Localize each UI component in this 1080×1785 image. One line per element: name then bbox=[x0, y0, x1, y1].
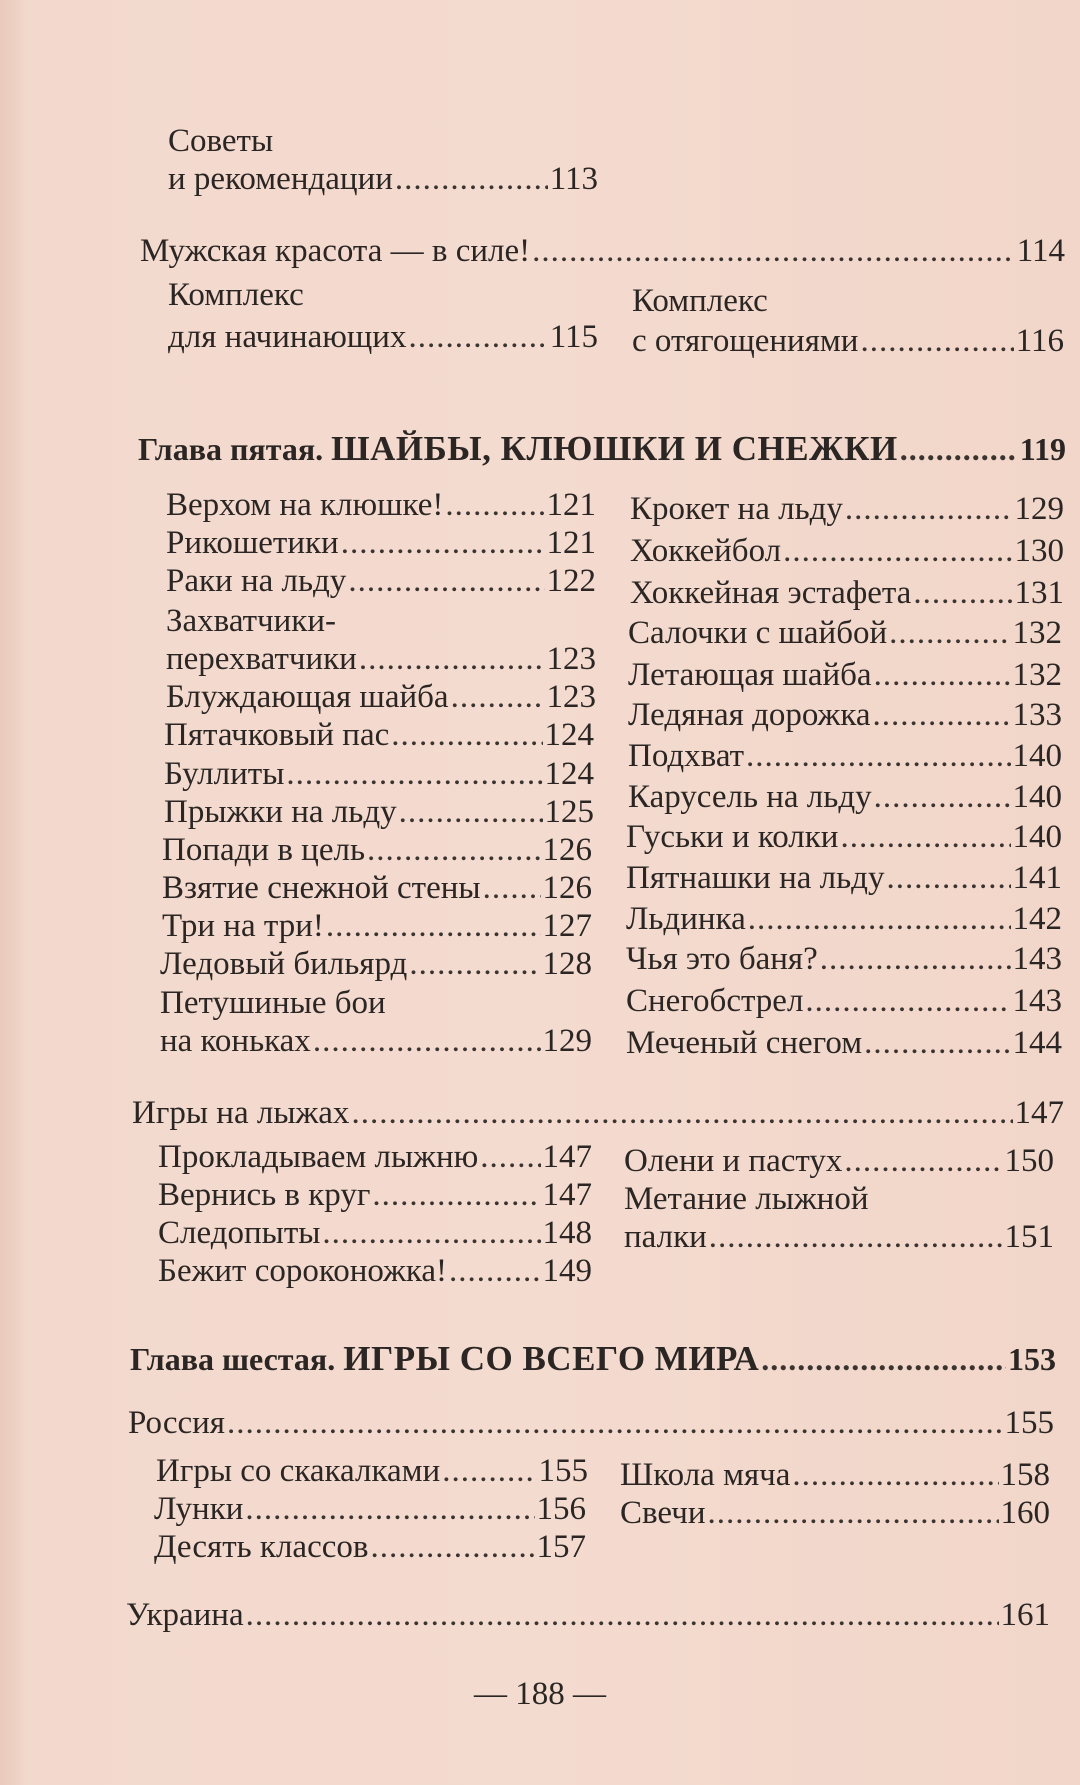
toc-entry bbox=[160, 1022, 592, 1060]
toc-entry bbox=[628, 778, 1062, 816]
toc-entry-page: 113 bbox=[549, 161, 598, 197]
leader-dots bbox=[746, 737, 1010, 775]
toc-entry-label: Крокет на льду bbox=[630, 491, 843, 527]
chapter-prefix: Глава пятая. bbox=[138, 431, 324, 467]
toc-entry bbox=[166, 524, 596, 562]
toc-entry-page: 115 bbox=[549, 319, 598, 355]
toc-section bbox=[126, 1596, 1050, 1634]
toc-entry-page: 126 bbox=[542, 870, 592, 906]
toc-entry-label: Хоккейбол bbox=[630, 533, 782, 569]
leader-dots bbox=[761, 1340, 1006, 1378]
toc-entry bbox=[628, 737, 1062, 775]
toc-entry bbox=[158, 1176, 592, 1214]
leader-dots bbox=[367, 831, 541, 869]
toc-entry-label: Гуськи и колки bbox=[626, 819, 839, 855]
toc-entry-label: Свечи bbox=[620, 1495, 706, 1531]
toc-entry-label: Ледяная дорожка bbox=[628, 697, 871, 733]
toc-entry bbox=[620, 1494, 1050, 1532]
toc-entry-page: 150 bbox=[1004, 1143, 1054, 1179]
toc-entry-label: Подхват bbox=[628, 738, 745, 774]
toc-entry bbox=[626, 940, 1062, 978]
toc-entry-label: Вернись в круг bbox=[158, 1177, 371, 1213]
toc-entry-label: Игры со скакалками bbox=[156, 1453, 441, 1489]
toc-entry-label: Блуждающая шайба bbox=[166, 679, 449, 715]
toc-entry-page: 128 bbox=[542, 946, 592, 982]
toc-section-title: Игры на лыжах bbox=[132, 1095, 350, 1131]
leader-dots bbox=[783, 532, 1012, 570]
toc-line: Советы bbox=[168, 123, 274, 159]
toc-line: Петушиные бои bbox=[160, 985, 386, 1021]
leader-dots bbox=[348, 562, 544, 600]
leader-dots bbox=[313, 1022, 541, 1060]
toc-entry bbox=[164, 716, 594, 754]
toc-entry-page: 126 bbox=[542, 832, 592, 868]
leader-dots bbox=[845, 490, 1013, 528]
toc-entry-label: Верхом на клюшке! bbox=[166, 487, 444, 523]
toc-entry-page: 147 bbox=[542, 1139, 592, 1175]
toc-entry-page: 121 bbox=[546, 525, 596, 561]
leader-dots bbox=[864, 1024, 1010, 1062]
leader-dots bbox=[840, 818, 1010, 856]
toc-entry bbox=[626, 982, 1062, 1020]
leader-dots bbox=[844, 1142, 1002, 1180]
chapter-heading bbox=[138, 430, 1066, 468]
toc-section bbox=[128, 1404, 1054, 1442]
toc-section bbox=[140, 232, 1065, 270]
leader-dots bbox=[889, 614, 1010, 652]
leader-dots bbox=[409, 945, 540, 983]
toc-entry-label: Раки на льду bbox=[166, 563, 347, 599]
toc-entry-label: Бежит сороконожка! bbox=[158, 1253, 448, 1289]
toc-entry-page: 129 bbox=[542, 1023, 592, 1059]
toc-entry-label: Чья это баня? bbox=[626, 941, 818, 977]
toc-entry-label: Меченый снегом bbox=[626, 1025, 863, 1061]
leader-dots bbox=[370, 1528, 534, 1566]
chapter-page: 153 bbox=[1008, 1341, 1056, 1377]
leader-dots bbox=[860, 322, 1013, 360]
toc-entry-page: 127 bbox=[542, 908, 592, 944]
toc-entry-label: Следопыты bbox=[158, 1215, 321, 1251]
toc-entry bbox=[154, 1490, 586, 1528]
toc-section-title: Мужская красота — в силе! bbox=[140, 233, 531, 269]
toc-entry-page: 151 bbox=[1004, 1219, 1054, 1255]
leader-dots bbox=[246, 1596, 999, 1634]
toc-entry bbox=[162, 907, 592, 945]
toc-entry-page: 140 bbox=[1012, 819, 1062, 855]
toc-entry bbox=[158, 1214, 592, 1252]
toc-entry bbox=[624, 1142, 1054, 1180]
toc-entry-page: 160 bbox=[1000, 1495, 1050, 1531]
leader-dots bbox=[227, 1404, 1003, 1442]
chapter-title: ИГРЫ СО ВСЕГО МИРА bbox=[343, 1339, 760, 1378]
toc-entry-page: 121 bbox=[546, 487, 596, 523]
toc-entry-page: 143 bbox=[1012, 941, 1062, 977]
toc-entry bbox=[162, 831, 592, 869]
toc-entry bbox=[624, 1218, 1054, 1256]
toc-entry-page: 158 bbox=[1000, 1457, 1050, 1493]
toc-entry bbox=[166, 486, 596, 524]
toc-entry-page: 144 bbox=[1012, 1025, 1062, 1061]
toc-entry-label: Лунки bbox=[154, 1491, 244, 1527]
toc-entry-page: 140 bbox=[1012, 779, 1062, 815]
toc-entry bbox=[630, 490, 1064, 528]
leader-dots bbox=[391, 716, 542, 754]
leader-dots bbox=[820, 940, 1011, 978]
toc-entry bbox=[166, 562, 596, 600]
toc-entry-page: 148 bbox=[542, 1215, 592, 1251]
toc-entry-label: Салочки с шайбой bbox=[628, 615, 888, 651]
toc-entry bbox=[626, 859, 1062, 897]
toc-entry bbox=[626, 900, 1062, 938]
toc-entry-page: 124 bbox=[544, 756, 594, 792]
toc-section-page: 155 bbox=[1004, 1405, 1054, 1441]
chapter-heading bbox=[130, 1340, 1056, 1378]
toc-entry bbox=[154, 1528, 586, 1566]
chapter-prefix: Глава шестая. bbox=[130, 1341, 336, 1377]
toc-entry bbox=[620, 1456, 1050, 1494]
toc-entry-page: 124 bbox=[544, 717, 594, 753]
leader-dots bbox=[395, 160, 548, 198]
toc-entry bbox=[628, 696, 1062, 734]
toc-entry-page: 155 bbox=[538, 1453, 588, 1489]
leader-dots bbox=[326, 907, 541, 945]
toc-entry-page: 131 bbox=[1014, 575, 1064, 611]
toc-entry bbox=[632, 322, 1064, 360]
chapter-page: 119 bbox=[1019, 431, 1066, 467]
toc-entry bbox=[166, 640, 596, 678]
toc-entry bbox=[626, 818, 1062, 856]
toc-entry-page: 147 bbox=[542, 1177, 592, 1213]
leader-dots bbox=[805, 982, 1010, 1020]
toc-entry-label: Пятачковый пас bbox=[164, 717, 390, 753]
toc-section-title: Россия bbox=[128, 1405, 225, 1441]
leader-dots bbox=[913, 574, 1012, 612]
toc-section-page: 161 bbox=[1000, 1597, 1050, 1633]
toc-entry bbox=[156, 1452, 588, 1490]
toc-entry-label: Ледовый бильярд bbox=[160, 946, 408, 982]
toc-entry bbox=[164, 755, 594, 793]
toc-entry bbox=[158, 1252, 592, 1290]
toc-entry bbox=[168, 160, 598, 198]
toc-entry bbox=[630, 532, 1064, 570]
toc-entry-page: 132 bbox=[1012, 657, 1062, 693]
leader-dots bbox=[900, 430, 1018, 468]
leader-dots bbox=[442, 1452, 536, 1490]
chapter-title: ШАЙБЫ, КЛЮШКИ И СНЕЖКИ bbox=[331, 429, 898, 468]
leader-dots bbox=[792, 1456, 998, 1494]
toc-entry-page: 122 bbox=[546, 563, 596, 599]
leader-dots bbox=[372, 1176, 540, 1214]
toc-entry-label: на коньках bbox=[160, 1023, 311, 1059]
leader-dots bbox=[399, 793, 543, 831]
leader-dots bbox=[445, 486, 544, 524]
page-number: — 188 — bbox=[474, 1676, 606, 1712]
toc-entry-label: Карусель на льду bbox=[628, 779, 872, 815]
toc-entry-label: Взятие снежной стены bbox=[162, 870, 481, 906]
toc-entry bbox=[628, 614, 1062, 652]
toc-line: Комплекс bbox=[168, 277, 304, 313]
toc-entry-label: Прокладываем лыжню bbox=[158, 1139, 479, 1175]
toc-section-title: Украина bbox=[126, 1597, 244, 1633]
toc-entry bbox=[630, 574, 1064, 612]
toc-entry-page: 157 bbox=[536, 1529, 586, 1565]
toc-entry-page: 130 bbox=[1014, 533, 1064, 569]
toc-entry-label: и рекомендации bbox=[168, 161, 393, 197]
toc-entry-label: Летающая шайба bbox=[628, 657, 872, 693]
leader-dots bbox=[532, 232, 1015, 270]
toc-entry-page: 125 bbox=[544, 794, 594, 830]
toc-entry-page: 133 bbox=[1012, 697, 1062, 733]
toc-entry bbox=[166, 678, 596, 716]
leader-dots bbox=[341, 524, 545, 562]
toc-entry-label: перехватчики bbox=[166, 641, 357, 677]
leader-dots bbox=[874, 778, 1011, 816]
toc-entry-page: 116 bbox=[1015, 323, 1064, 359]
toc-entry-page: 132 bbox=[1012, 615, 1062, 651]
leader-dots bbox=[886, 859, 1010, 897]
toc-entry-label: палки bbox=[624, 1219, 707, 1255]
toc-entry bbox=[158, 1138, 592, 1176]
toc-section bbox=[132, 1094, 1064, 1132]
toc-entry-page: 140 bbox=[1012, 738, 1062, 774]
toc-entry-label: Прыжки на льду bbox=[164, 794, 397, 830]
toc-entry-label: Льдинка bbox=[626, 901, 746, 937]
toc-entry-page: 142 bbox=[1012, 901, 1062, 937]
toc-line: Захватчики- bbox=[166, 603, 336, 639]
leader-dots bbox=[322, 1214, 540, 1252]
toc-entry-label: Школа мяча bbox=[620, 1457, 791, 1493]
leader-dots bbox=[873, 696, 1011, 734]
toc-entry-page: 141 bbox=[1012, 860, 1062, 896]
toc-entry-page: 123 bbox=[546, 641, 596, 677]
leader-dots bbox=[359, 640, 545, 678]
toc-entry-label: Рикошетики bbox=[166, 525, 339, 561]
leader-dots bbox=[449, 1252, 540, 1290]
toc-entry-page: 129 bbox=[1014, 491, 1064, 527]
leader-dots bbox=[451, 678, 545, 716]
leader-dots bbox=[245, 1490, 534, 1528]
toc-entry-page: 149 bbox=[542, 1253, 592, 1289]
toc-entry-label: Попади в цель bbox=[162, 832, 365, 868]
toc-entry-page: 156 bbox=[536, 1491, 586, 1527]
leader-dots bbox=[748, 900, 1011, 938]
toc-section-page: 114 bbox=[1016, 233, 1065, 269]
toc-entry-label: Олени и пастух bbox=[624, 1143, 843, 1179]
leader-dots bbox=[874, 656, 1011, 694]
leader-dots bbox=[351, 1094, 1012, 1132]
toc-section-page: 147 bbox=[1014, 1095, 1064, 1131]
toc-line: Метание лыжной bbox=[624, 1181, 869, 1217]
toc-entry-label: Буллиты bbox=[164, 756, 285, 792]
toc-entry-label: Хоккейная эстафета bbox=[630, 575, 912, 611]
toc-entry bbox=[164, 793, 594, 831]
leader-dots bbox=[483, 869, 541, 907]
toc-entry bbox=[168, 318, 598, 356]
leader-dots bbox=[709, 1218, 1003, 1256]
toc-entry-label: Три на три! bbox=[162, 908, 324, 944]
toc-entry bbox=[628, 656, 1062, 694]
toc-entry-page: 143 bbox=[1012, 983, 1062, 1019]
toc-entry-page: 123 bbox=[546, 679, 596, 715]
toc-entry-label: Десять классов bbox=[154, 1529, 369, 1565]
leader-dots bbox=[707, 1494, 998, 1532]
toc-entry bbox=[160, 945, 592, 983]
leader-dots bbox=[480, 1138, 540, 1176]
leader-dots bbox=[286, 755, 542, 793]
toc-entry-label: Пятнашки на льду bbox=[626, 860, 885, 896]
toc-line: Комплекс bbox=[632, 283, 768, 319]
toc-entry bbox=[162, 869, 592, 907]
toc-entry-label: для начинающих bbox=[168, 319, 407, 355]
toc-entry bbox=[626, 1024, 1062, 1062]
toc-entry-label: с отягощениями bbox=[632, 323, 859, 359]
leader-dots bbox=[408, 318, 547, 356]
toc-entry-label: Снегобстрел bbox=[626, 983, 804, 1019]
